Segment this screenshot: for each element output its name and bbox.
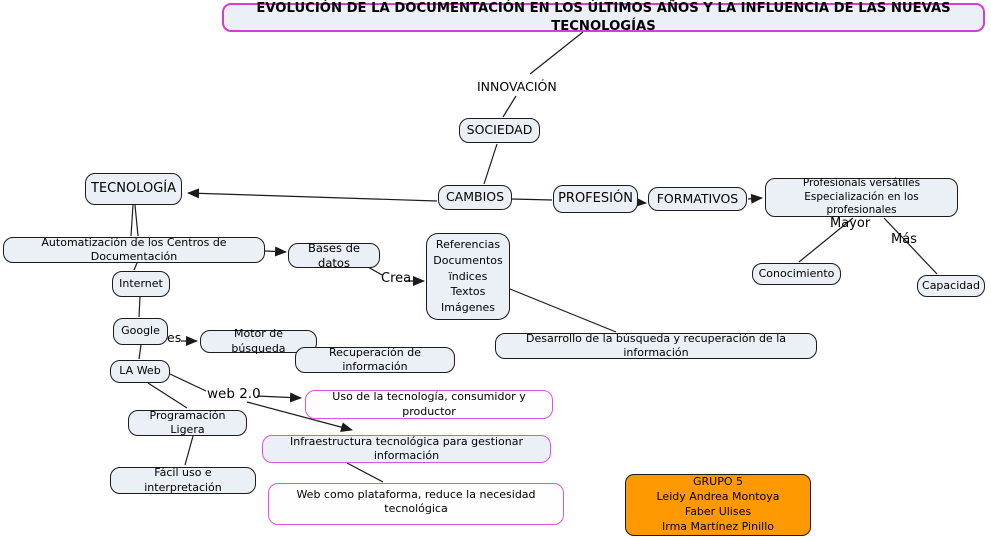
node-la-web[interactable]: LA Web (110, 360, 170, 383)
node-referencias-line4: Textos (450, 285, 486, 299)
credits-line1: GRUPO 5 (692, 475, 743, 489)
node-infraestructura[interactable]: Infraestructura tecnológica para gestionar información (262, 435, 551, 463)
link-label-crea[interactable]: Crea (381, 271, 412, 286)
node-programacion-ligera[interactable]: Programación Ligera (128, 410, 247, 436)
node-profesionales-line1: Profesionals versátiles (802, 177, 921, 190)
line-innovacion-sociedad (503, 96, 516, 117)
link-label-web20[interactable]: web 2.0 (207, 386, 261, 402)
credits-line4: Irma Martínez Pinillo (662, 519, 774, 533)
node-facil-uso[interactable]: Fácil uso e interpretación (110, 467, 256, 494)
node-formativos[interactable]: FORMATIVOS (648, 187, 747, 211)
credits-node[interactable] (625, 474, 811, 536)
line-laweb-web20 (170, 374, 206, 391)
node-recuperacion[interactable]: Recuperación de información (295, 347, 455, 373)
node-profesionales-line2: Especialización en los profesionales (804, 190, 919, 217)
node-motor-busqueda[interactable]: Motor de búsqueda (200, 330, 317, 353)
line-laweb-programacion (148, 383, 187, 408)
node-profesion[interactable]: PROFESIÓN (553, 185, 638, 213)
line-sociedad-cambios (484, 144, 497, 184)
node-cambios[interactable]: CAMBIOS (438, 185, 512, 210)
node-referencias[interactable] (426, 233, 510, 320)
credits-line3: Faber Ulises (684, 505, 752, 518)
link-label-innovacion[interactable]: INNOVACIÓN (477, 79, 557, 94)
line-title-innovacion (530, 32, 583, 74)
line-formativos-profesionales (748, 198, 762, 199)
credits-line2: Leidy Andrea Montoya (656, 490, 780, 504)
line-google-laweb (139, 345, 141, 359)
line-cambios-profesion (512, 199, 552, 200)
node-internet[interactable]: Internet (112, 271, 170, 297)
line-cambios-tecnologia (188, 193, 437, 201)
title-node[interactable]: EVOLUCIÓN DE LA DOCUMENTACIÓN EN LOS ÚLTIMOS AÑOS Y LA INFLUENCIA DE LAS NUEVAS TECNOLOGÍAS (222, 3, 985, 32)
link-label-mas[interactable]: Más (891, 232, 917, 247)
link-label-es[interactable]: es (167, 330, 182, 345)
node-sociedad[interactable]: SOCIEDAD (459, 118, 540, 143)
node-bases-datos[interactable]: Bases de datos (288, 243, 380, 268)
link-label-mayor[interactable]: Mayor (830, 216, 871, 231)
line-programacion-facil (185, 436, 193, 465)
node-referencias-line1: Referencias (435, 237, 501, 251)
line-tecnologia-automatizacion-a (131, 205, 133, 236)
node-conocimiento[interactable]: Conocimiento (752, 263, 841, 285)
node-profesionales[interactable] (765, 178, 958, 217)
node-referencias-line3: ïndices (448, 269, 488, 283)
line-tecnologia-automatizacion-b (135, 205, 138, 236)
node-referencias-line2: Documentos (433, 253, 503, 267)
node-tecnologia[interactable]: TECNOLOGÍA (85, 173, 182, 205)
line-automatizacion-basesdatos (265, 251, 286, 252)
node-automatizacion[interactable]: Automatización de los Centros de Documentación (3, 237, 265, 263)
line-infraestructura-webplataforma (347, 463, 383, 482)
node-uso-tecnologia[interactable]: Uso de la tecnología, consumidor y productor (305, 390, 553, 419)
line-web20-uso (257, 396, 301, 398)
line-referencias-desarrollo (510, 289, 616, 332)
node-referencias-line5: Imágenes (441, 301, 495, 315)
line-internet-google (139, 297, 140, 317)
node-google[interactable]: Google (113, 318, 168, 345)
node-web-plataforma[interactable]: Web como plataforma, reduce la necesidad tecnológica (268, 483, 564, 525)
node-desarrollo[interactable]: Desarrollo de la búsqueda y recuperación de la información (495, 333, 817, 359)
node-capacidad[interactable]: Capacidad (917, 275, 985, 297)
